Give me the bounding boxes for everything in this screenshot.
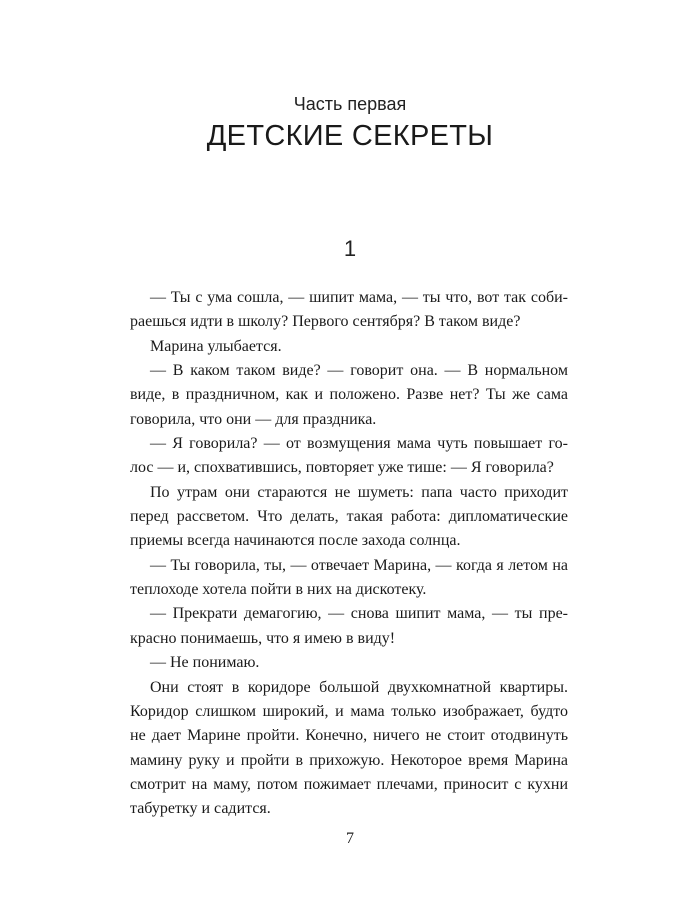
text-line: перед рассветом. Что делать, такая работа: дипломатические: [130, 508, 568, 526]
text-line: — Ты говорила, ты, — отвечает Марина, — когда я летом на: [150, 556, 568, 574]
text-line: приемы всегда начинаются после захода солнца.: [130, 532, 461, 550]
text-line: табуретку и садится.: [130, 800, 271, 818]
text-line: Марина улыбается.: [150, 337, 282, 355]
paragraph: [130, 481, 568, 554]
paragraph: [130, 554, 568, 603]
text-line: мамину руку и пройти в прихожую. Некоторое время Марина: [130, 751, 568, 769]
text-line: — В каком таком виде? — говорит она. — В нормальном: [150, 362, 568, 380]
text-line: — Не понимаю.: [150, 654, 260, 672]
page-number: 7: [346, 830, 354, 847]
text-line: Они стоят в коридоре большой двухкомнатной квартиры.: [150, 678, 568, 696]
paragraph: [130, 335, 568, 359]
paragraph: [130, 359, 568, 432]
paragraph: [130, 651, 568, 675]
body-text: [130, 286, 568, 822]
paragraph: [130, 602, 568, 651]
chapter-number: 1: [343, 236, 357, 261]
text-line: виде, в праздничном, как и положено. Разве нет? Ты же сама: [130, 386, 568, 404]
text-line: По утрам они стараются не шуметь: папа часто приходит: [150, 483, 568, 501]
text-line: красно понимаешь, что я имею в виду!: [130, 629, 396, 647]
text-line: лос — и, спохватившись, повторяет уже тише: — Я говорила?: [130, 459, 554, 477]
text-line: — Ты с ума сошла, — шипит мама, — ты что, вот так соби-: [150, 289, 568, 306]
text-line: не дает Марине пройти. Конечно, ничего не стоит отодвинуть: [130, 727, 568, 745]
paragraph: [130, 676, 568, 822]
text-line: — Прекрати демагогию, — снова шипит мама, — ты пре-: [150, 605, 568, 623]
paragraph: [130, 286, 568, 335]
text-line: теплоходе хотела пойти в них на дискотеку.: [130, 581, 427, 599]
paragraph: [130, 432, 568, 481]
text-line: Коридор слишком широкий, и мама только изображает, будто: [130, 702, 568, 720]
text-line: смотрит на маму, потом пожимает плечами, приносит с кухни: [130, 775, 568, 793]
part-title: ДЕТСКИЕ СЕКРЕТЫ: [206, 120, 494, 152]
text-line: раешься идти в школу? Первого сентября? В таком виде?: [130, 313, 521, 331]
text-line: — Я говорила? — от возмущения мама чуть повышает го-: [150, 435, 568, 453]
text-line: говорила, что они — для праздника.: [130, 410, 377, 428]
part-label: Часть первая: [293, 94, 407, 114]
